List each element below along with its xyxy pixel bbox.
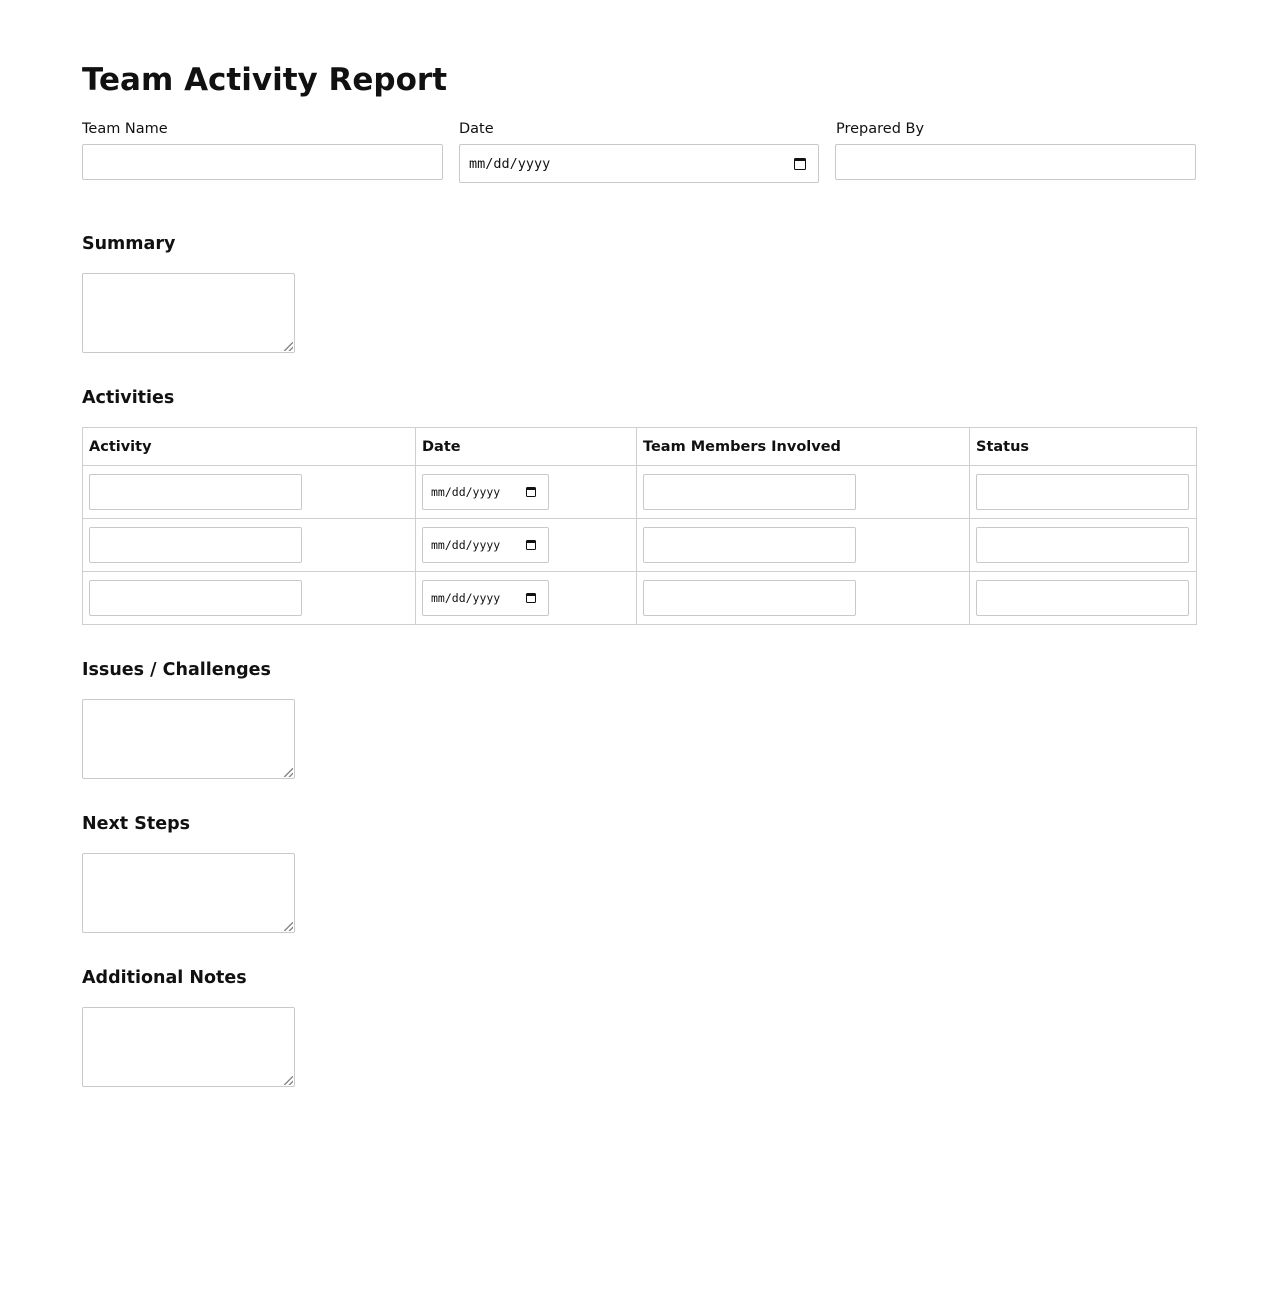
additional-notes-textarea[interactable]	[82, 1007, 295, 1087]
date-placeholder: mm/dd/yyyy	[431, 485, 501, 499]
calendar-icon[interactable]	[526, 540, 536, 550]
activity-input[interactable]	[89, 474, 302, 510]
activity-date-input[interactable]	[422, 580, 549, 616]
issues-heading: Issues / Challenges	[82, 660, 271, 680]
date-input[interactable]	[459, 144, 819, 183]
column-header-activity: Activity	[83, 428, 416, 466]
status-input[interactable]	[976, 580, 1189, 616]
date-placeholder: mm/dd/yyyy	[431, 538, 501, 552]
date-label: Date	[459, 121, 494, 137]
prepared-by-label: Prepared By	[836, 121, 925, 137]
team-members-input[interactable]	[643, 580, 856, 616]
members-cell	[637, 572, 970, 625]
date-placeholder: mm/dd/yyyy	[469, 156, 551, 172]
table-row	[83, 466, 1197, 519]
page-title: Team Activity Report	[82, 62, 448, 98]
summary-heading: Summary	[82, 234, 176, 254]
prepared-by-input[interactable]	[835, 144, 1196, 180]
activities-heading: Activities	[82, 388, 175, 408]
resize-handle-icon[interactable]	[284, 1076, 293, 1085]
status-input[interactable]	[976, 474, 1189, 510]
resize-handle-icon[interactable]	[284, 922, 293, 931]
resize-handle-icon[interactable]	[284, 768, 293, 777]
status-cell	[970, 572, 1197, 625]
activity-cell	[83, 466, 416, 519]
team-name-input[interactable]	[82, 144, 443, 180]
team-name-label: Team Name	[82, 121, 168, 137]
date-placeholder: mm/dd/yyyy	[431, 591, 501, 605]
activity-cell	[83, 519, 416, 572]
table-header-row	[83, 428, 1197, 466]
calendar-icon[interactable]	[794, 158, 806, 170]
column-header-team-members: Team Members Involved	[637, 428, 970, 466]
table-row	[83, 519, 1197, 572]
next-steps-textarea[interactable]	[82, 853, 295, 933]
resize-handle-icon[interactable]	[284, 342, 293, 351]
next-steps-heading: Next Steps	[82, 814, 191, 834]
date-cell	[416, 466, 637, 519]
column-header-status: Status	[970, 428, 1197, 466]
calendar-icon[interactable]	[526, 593, 536, 603]
members-cell	[637, 519, 970, 572]
activity-input[interactable]	[89, 527, 302, 563]
activity-input[interactable]	[89, 580, 302, 616]
issues-textarea[interactable]	[82, 699, 295, 779]
column-header-date: Date	[416, 428, 637, 466]
activity-date-input[interactable]	[422, 527, 549, 563]
status-cell	[970, 466, 1197, 519]
additional-notes-heading: Additional Notes	[82, 968, 247, 988]
calendar-icon[interactable]	[526, 487, 536, 497]
team-members-input[interactable]	[643, 527, 856, 563]
activity-cell	[83, 572, 416, 625]
date-cell	[416, 572, 637, 625]
table-row	[83, 572, 1197, 625]
date-cell	[416, 519, 637, 572]
members-cell	[637, 466, 970, 519]
activities-table	[82, 427, 1197, 625]
status-cell	[970, 519, 1197, 572]
summary-textarea[interactable]	[82, 273, 295, 353]
team-members-input[interactable]	[643, 474, 856, 510]
activity-date-input[interactable]	[422, 474, 549, 510]
status-input[interactable]	[976, 527, 1189, 563]
